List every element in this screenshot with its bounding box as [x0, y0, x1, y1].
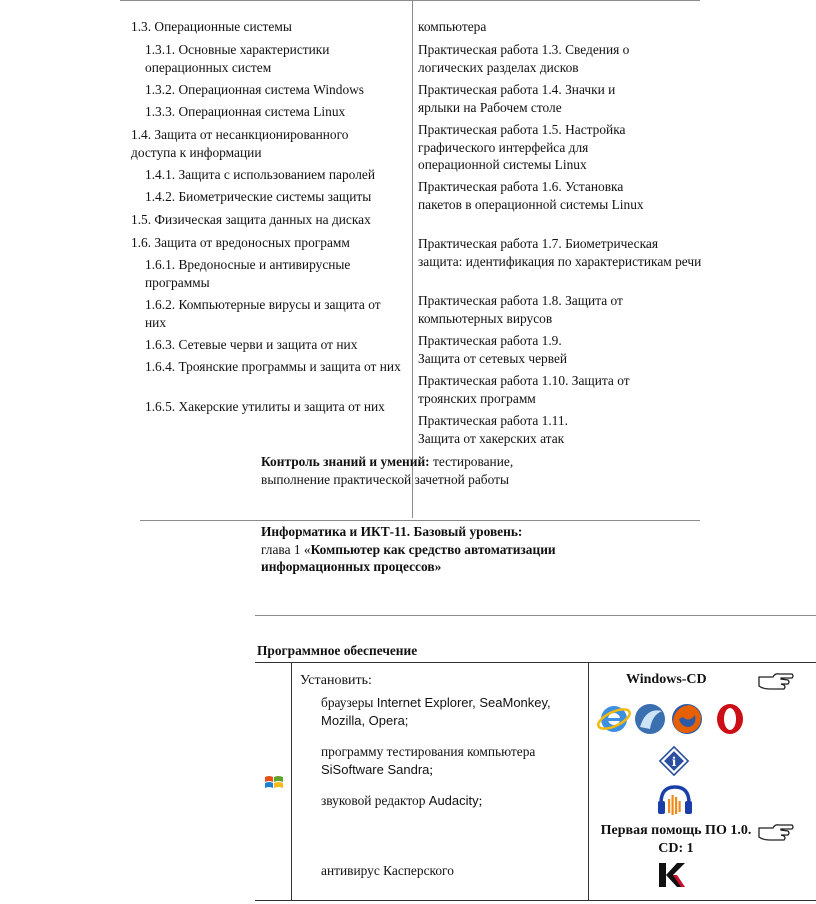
toc-item: 1.4.2. Биометрические системы защиты — [145, 189, 372, 204]
practical-item: компьютера — [418, 19, 487, 34]
windows-flag-icon — [264, 773, 284, 793]
toc-item: 1.3.1. Основные характеристики операционных систем — [145, 42, 330, 75]
audio-entry: звуковой редактор Audacity; — [321, 793, 483, 808]
test-entry: программу тестирования компьютера SiSoftware Sandra; — [321, 744, 536, 777]
install-label: Установить: — [300, 673, 372, 688]
toc-item: 1.5. Физическая защита данных на дисках — [131, 212, 371, 227]
practical-item: Практическая работа 1.7. Биометрическая защита: идентификация по характеристикам речи — [418, 236, 702, 269]
toc-item: 1.6.1. Вредоносные и антивирусные программы — [145, 257, 351, 290]
pointing-hand-icon — [757, 671, 795, 693]
toc-item: 1.6.5. Хакерские утилиты и защита от них — [145, 399, 385, 414]
opera-icon — [712, 701, 748, 737]
table-top-rule — [255, 662, 816, 663]
toc-item: 1.4.1. Защита с использованием паролей — [145, 167, 375, 182]
seamonkey-icon — [632, 701, 668, 737]
kaspersky-icon — [657, 860, 689, 890]
svg-text:i: i — [671, 755, 677, 769]
toc-item: 1.4. Защита от несанкционированного доступа к информации — [131, 127, 349, 160]
table-bottom-rule — [255, 900, 816, 901]
practical-item: Практическая работа 1.6. Установка пакетов в операционной системы Linux — [418, 179, 644, 212]
table-col-rule-1 — [291, 662, 292, 900]
practical-item: Практическая работа 1.4. Значки и ярлыки на Рабочем столе — [418, 82, 616, 115]
knowledge-control — [261, 453, 561, 488]
book-chapter: глава 1 «Компьютер как средство автоматизации информационных процессов» — [261, 541, 556, 574]
toc-item: 1.3.2. Операционная система Windows — [145, 82, 365, 97]
software-heading: Программное обеспечение — [257, 643, 418, 658]
practical-item: Практическая работа 1.5. Настройка графического интерфейса для операционной системы Linux — [418, 122, 626, 172]
book-reference — [261, 523, 561, 576]
section-rule-2 — [255, 615, 816, 616]
practical-item: Практическая работа 1.8. Защита от компьютерных вирусов — [418, 293, 623, 326]
browsers-entry: браузеры Internet Explorer, SeaMonkey, Mozilla, Opera; — [321, 695, 551, 728]
toc-item: 1.3. Операционные системы — [131, 19, 292, 34]
pointing-hand-icon-2 — [757, 822, 795, 844]
control-text: тестирование, выполнение практической зачетной работы — [261, 454, 514, 487]
sandra-icon — [655, 743, 695, 781]
audacity-icon — [655, 783, 695, 817]
top-rule — [120, 0, 700, 1]
toc-item: 1.6. Защита от вредоносных программ — [131, 235, 350, 250]
table-col-rule-2 — [588, 662, 589, 900]
practical-item: Практическая работа 1.10. Защита от троянских программ — [418, 373, 630, 406]
toc-item: 1.3.3. Операционная система Linux — [145, 104, 346, 119]
toc-item: 1.6.4. Троянские программы и защита от них — [145, 359, 401, 374]
firefox-icon — [669, 701, 705, 737]
antivirus-entry: антивирус Касперского — [321, 863, 454, 878]
windows-cd-label: Windows-CD — [626, 672, 707, 687]
book-title: Информатика и ИКТ-11. Базовый уровень: — [261, 524, 523, 539]
toc-item: 1.6.2. Компьютерные вирусы и защита от них — [145, 297, 381, 330]
first-aid-cd-label: Первая помощь ПО 1.0. CD: 1 — [600, 823, 752, 856]
practical-item: Практическая работа 1.9. Защита от сетевых червей — [418, 333, 568, 366]
column-divider — [412, 0, 413, 518]
practical-item: Практическая работа 1.11. Защита от хакерских атак — [418, 413, 568, 446]
practical-item: Практическая работа 1.3. Сведения о логических разделах дисков — [418, 42, 630, 75]
toc-item: 1.6.3. Сетевые черви и защита от них — [145, 337, 358, 352]
section-rule — [140, 520, 700, 521]
control-label: Контроль знаний и умений: — [261, 454, 430, 469]
internet-explorer-icon — [596, 701, 632, 737]
